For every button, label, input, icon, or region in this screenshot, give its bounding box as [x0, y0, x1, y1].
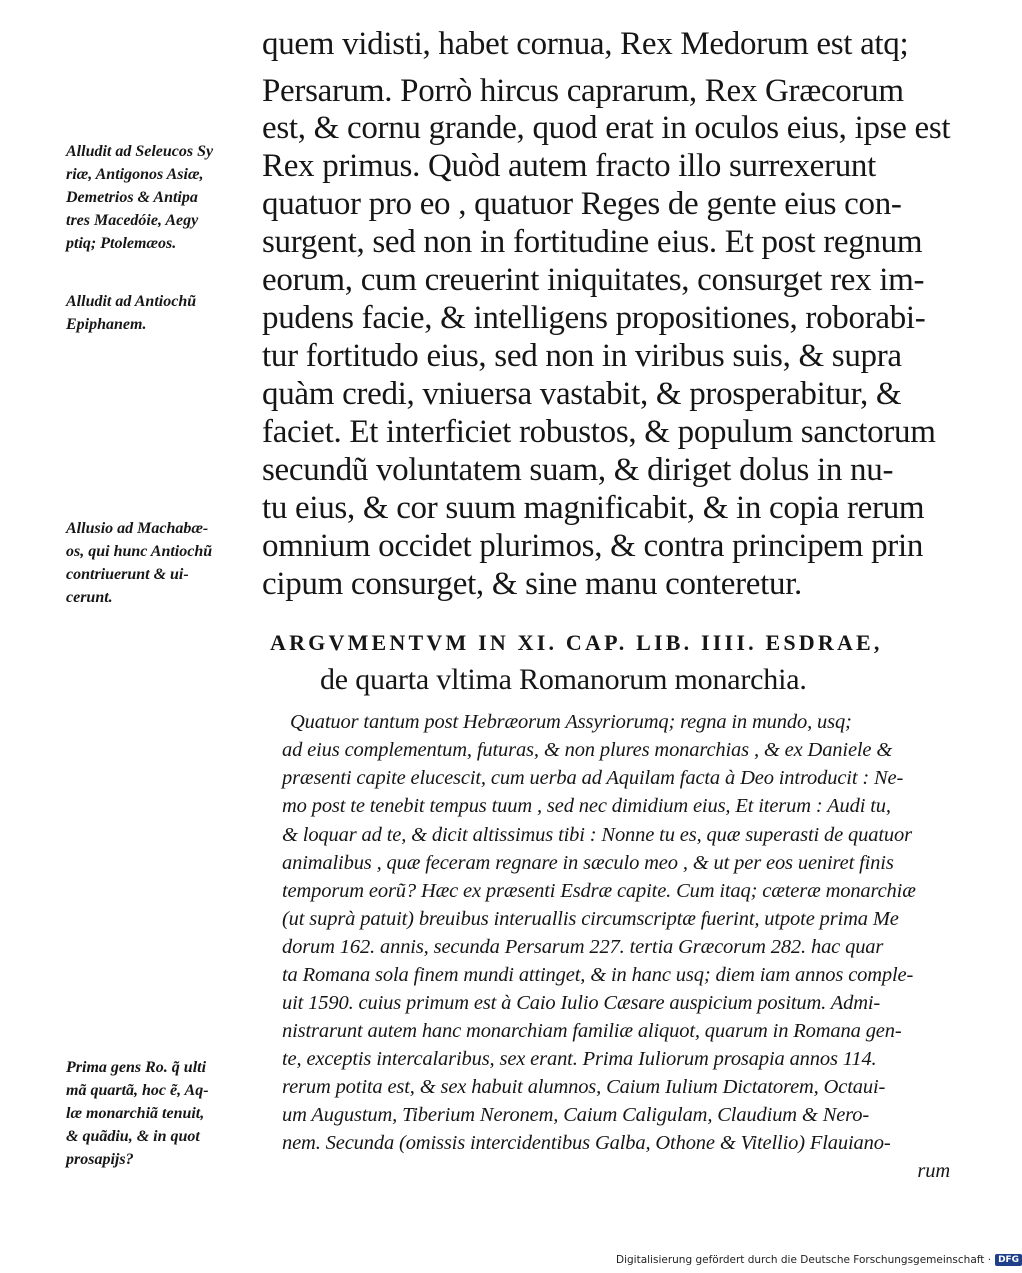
main-text-line: secundũ voluntatem suam, & diriget dolus in nu-: [262, 452, 894, 488]
catchword: rum: [917, 1160, 950, 1182]
chapter-heading: ARGVMENTVM IN XI. CAP. LIB. IIII. ESDRAE,: [270, 630, 883, 655]
main-text-line: est, & cornu grande, quod erat in oculos eius, ipse est: [262, 110, 951, 146]
main-text-line: faciet. Et interficiet robustos, & populum sanctorum: [262, 414, 936, 450]
argument-text-line: animalibus , quæ feceram regnare in sæculo meo , & ut per eos ueniret finis: [282, 852, 894, 874]
argument-text-line: nem. Secunda (omissis intercidentibus Galba, Othone & Vitellio) Flauiano-: [282, 1132, 891, 1154]
argument-text-line: præsenti capite elucescit, cum uerba ad Aquilam facta à Deo introducit : Ne-: [282, 767, 904, 789]
gloss-line: Prima gens Ro. q̃ ulti: [66, 1059, 207, 1076]
digitization-footer: [616, 1252, 1022, 1268]
main-text-line: Rex primus. Quòd autem fracto illo surrexerunt: [262, 148, 876, 184]
main-text-line: cipum consurget, & sine manu conteretur.: [262, 566, 803, 602]
argument-text-line: rerum potita est, & sex habuit alumnos, Caium Iulium Dictatorem, Octaui-: [282, 1076, 886, 1098]
argument-text-line: nistrarunt autem hanc monarchiam familiæ aliquot, quarum in Romana gen-: [282, 1020, 902, 1042]
gloss-line: Demetrios & Antipa: [66, 189, 198, 206]
argument-text-line: ta Romana sola finem mundi attinget, & in hanc usq; diem iam annos comple-: [282, 964, 914, 986]
main-text-line: quem vidisti, habet cornua, Rex Medorum est atq;: [262, 26, 909, 62]
margin-gloss-antiochus: [66, 290, 266, 336]
chapter-subheading: de quarta vltima Romanorum monarchia.: [320, 663, 807, 696]
gloss-line: Alludit ad Seleucos Sy: [66, 143, 214, 160]
dfg-logo: DFG: [995, 1254, 1022, 1266]
gloss-line: cerunt.: [66, 589, 113, 606]
gloss-line: os, qui hunc Antiochũ: [66, 543, 213, 560]
gloss-line: riæ, Antigonos Asiæ,: [66, 166, 204, 183]
argument-text-line: mo post te tenebit tempus tuum , sed nec dimidium eius, Et iterum : Audi tu,: [282, 795, 891, 817]
main-text-line: tur fortitudo eius, sed non in viribus suis, & supra: [262, 338, 902, 374]
argument-text-line: ad eius complementum, futuras, & non plures monarchias , & ex Daniele &: [282, 739, 893, 761]
gloss-line: Alludit ad Antiochũ: [66, 293, 197, 310]
margin-gloss-seleucids: [66, 140, 266, 255]
argument-text-line: um Augustum, Tiberium Neronem, Caium Caligulam, Claudium & Nero-: [282, 1104, 870, 1126]
argument-text-line: te, exceptis intercalaribus, sex erant. Prima Iuliorum prosapia annos 114.: [282, 1048, 877, 1070]
argument-text-line: (ut suprà patuit) breuibus interuallis circumscriptæ fuerint, utpote prima Me: [282, 908, 899, 930]
gloss-line: tres Macedóie, Aegy: [66, 212, 199, 229]
argument-text-line: dorum 162. annis, secunda Persarum 227. tertia Græcorum 282. hac quar: [282, 936, 884, 958]
main-text-line: surgent, sed non in fortitudine eius. Et post regnum: [262, 224, 923, 260]
main-text-line: Persarum. Porrò hircus caprarum, Rex Græcorum: [262, 73, 904, 109]
gloss-line: læ monarchiã tenuit,: [66, 1105, 205, 1122]
main-text-line: quatuor pro eo , quatuor Reges de gente eius con-: [262, 186, 902, 222]
gloss-line: prosapijs?: [66, 1151, 134, 1168]
argument-text-line: Quatuor tantum post Hebræorum Assyriorumq; regna in mundo, usq;: [290, 711, 852, 733]
argument-text-line: uit 1590. cuius primum est à Caio Iulio Cæsare auspicium positum. Admi-: [282, 992, 881, 1014]
gloss-line: contriuerunt & ui-: [66, 566, 189, 583]
gloss-line: mã quartã, hoc ẽ, Aq-: [66, 1082, 209, 1099]
margin-gloss-maccabees: [66, 517, 266, 609]
gloss-line: Allusio ad Machabæ-: [66, 520, 209, 537]
argument-text-line: temporum eorũ? Hæc ex præsenti Esdræ capite. Cum itaq; cæteræ monarchiæ: [282, 880, 916, 902]
gloss-line: ptiq; Ptolemæos.: [66, 235, 177, 252]
main-text-line: quàm credi, vniuersa vastabit, & prosperabitur, &: [262, 376, 902, 412]
footer-text: Digitalisierung gefördert durch die Deutsche Forschungsgemeinschaft ·: [616, 1254, 992, 1266]
main-text-line: pudens facie, & intelligens propositiones, roborabi-: [262, 300, 926, 336]
main-text-line: omnium occidet plurimos, & contra principem prin: [262, 528, 924, 564]
main-text-line: tu eius, & cor suum magnificabit, & in copia rerum: [262, 490, 925, 526]
argument-text-line: & loquar ad te, & dicit altissimus tibi : Nonne tu es, quæ superasti de quatuor: [282, 824, 912, 846]
gloss-line: Epiphanem.: [66, 316, 147, 333]
main-text-line: eorum, cum creuerint iniquitates, consurget rex im-: [262, 262, 925, 298]
gloss-line: & quãdiu, & in quot: [66, 1128, 200, 1145]
margin-gloss-roman-dynasty: [66, 1056, 266, 1171]
